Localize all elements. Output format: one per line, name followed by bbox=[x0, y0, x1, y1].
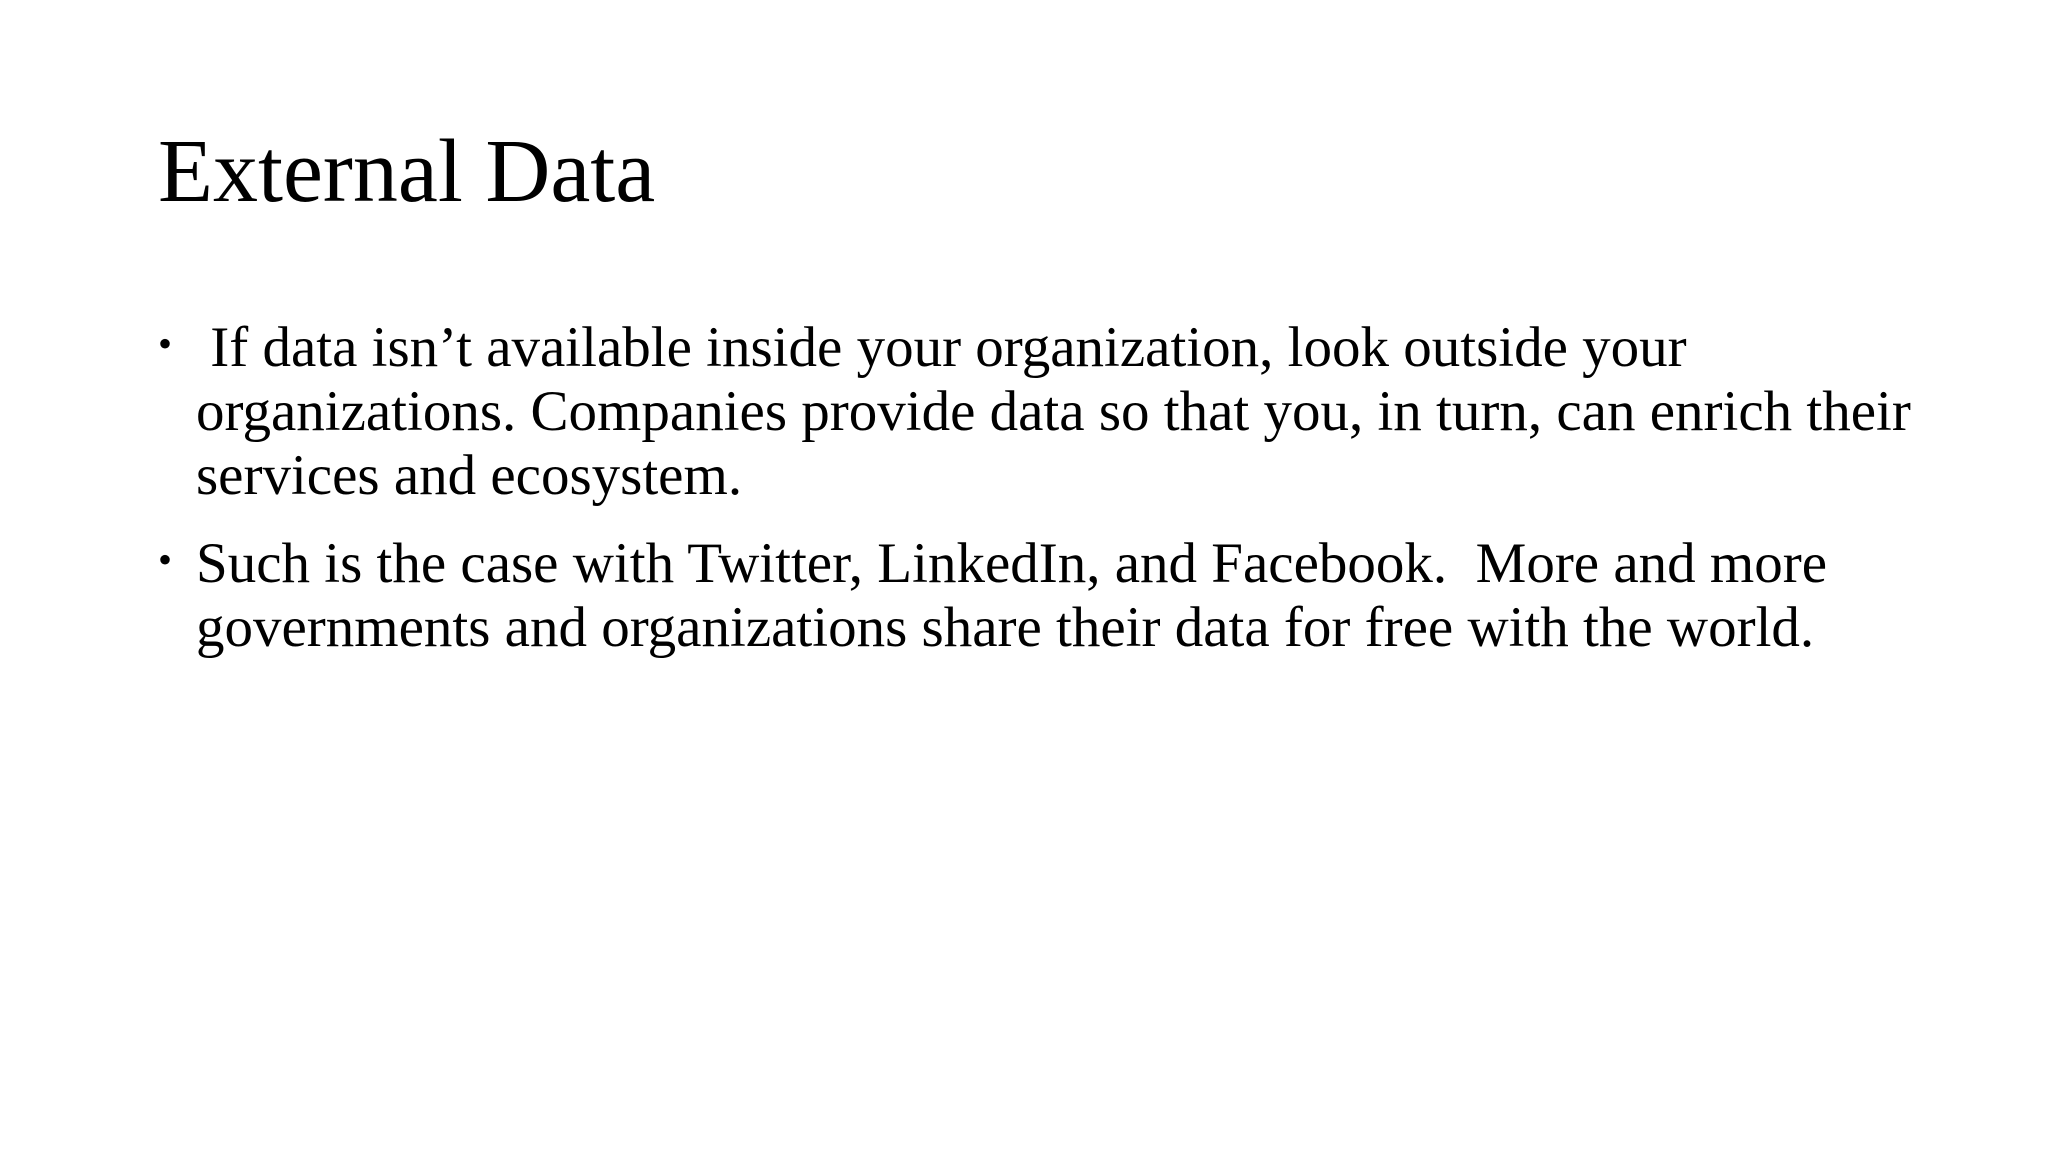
bullet-list bbox=[158, 316, 2018, 684]
bullet-dot-icon: • bbox=[158, 321, 173, 366]
bullet-item bbox=[158, 316, 2018, 508]
bullet-dot-icon: • bbox=[158, 537, 173, 582]
bullet-text-line: governments and organizations share their data for free with the world. bbox=[196, 596, 1815, 659]
slide-title: External Data bbox=[158, 122, 656, 221]
bullet-item bbox=[158, 532, 2018, 660]
bullet-text-line: Such is the case with Twitter, LinkedIn, and Facebook. More and more bbox=[196, 532, 1828, 595]
bullet-text-line: services and ecosystem. bbox=[196, 444, 743, 507]
bullet-text-line: If data isn’t available inside your organization, look outside your bbox=[196, 316, 1687, 379]
bullet-text-line: organizations. Companies provide data so that you, in turn, can enrich their bbox=[196, 380, 1911, 443]
